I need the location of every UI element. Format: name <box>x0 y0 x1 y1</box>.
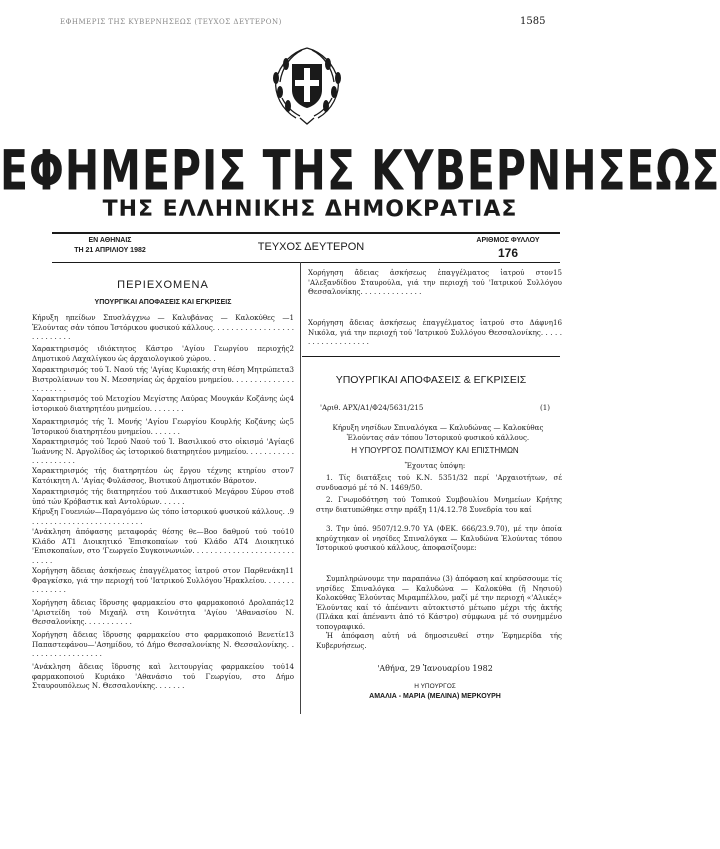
toc-entry: 6 Χαρακτηρισμός τού Ἱερού Ναού τού Ἱ. Βασιλικού στο οἰκισμό 'Αγίας Ἰωάννης Ν. Αργολίδος ὡς ἱστορικού διατηρητέου μνημείου. . . . . . . . . . . . . . . . . . . . . <box>32 437 294 465</box>
minister-heading: Η ΥΠΟΥΡΓΟΣ ΠΟΛΙΤΙΣΜΟΥ ΚΑΙ ΕΠΙΣΤΗΜΩΝ <box>351 446 519 455</box>
toc-entry: 9 Κήρυξη Γουενιών—Παραγόμενο ὡς τόπο ἱστορικού φυσικού κάλλους. . . . . . . . . . . . . . . . . . . . . . . . . . . <box>32 507 294 526</box>
page-number: 1585 <box>520 16 546 27</box>
gazette-subtitle: ΤΗΣ ΕΛΛΗΝΙΚΗΣ ΔΗΜΟΚΡΑΤΙΑΣ <box>102 197 518 222</box>
decision-reference: 'Αριθ. ΑΡΧ/Α1/Φ24/5631/215 (1) <box>320 403 550 412</box>
toc-entry: 13 Χορήγηση ἄδειας ἵδρυσης φαρμακείου στο φαρμακοποιό Βενετίε Παπαστεφάνου—'Ασημίδου, τό Δήμο Θεσσαλονίκης Ν. Θεσσαλονίκης. . . . . . . . . . . . . . . . . . <box>32 630 294 658</box>
issue-place-date <box>52 236 168 256</box>
decision-subject: Κήρυξη νησίδων Σπιναλόγκα — Καλυδώνας — Καλοκύθας Ἐλούντας σάν τόπου Ἱστορικού φυσικού κάλλους. <box>332 423 544 442</box>
contents-heading: ΠΕΡΙΕΧΟΜΕΝΑ <box>117 279 209 291</box>
issue-place: ΕΝ ΑΘΗΝΑΙΣ <box>88 237 132 244</box>
toc-entry: 11 Χορήγηση ἄδειας ἀσκήσεως ἐπαγγέλματος ἰατρού στον Παρθενάκη Φραγκίσκο, γιά την περιοχή τού 'Ιατρικού Συλλόγου Ἡρακλείου. . . . . . . . . . . . . . . <box>32 566 294 594</box>
sheet-number-label: ΑΡΙΘΜΟΣ ΦΥΛΛΟΥ <box>476 237 540 244</box>
toc-entry: 14 'Ανάκληση ἄδειας ἵδρυσης καὶ λειτουργίας φαρμακείου τού φαρμακοποιού Κυριάκο 'Αθανάσιο τού Γεωργίου, στο Δήμο Σταυρουπόλεως Ν. Θεσσαλονίκης. . . . . . . <box>32 662 294 690</box>
signer-title: Η ΥΠΟΥΡΓΟΣ <box>414 683 456 690</box>
issue-series: ΤΕΥΧΟΣ ΔΕΥΤΕΡΟΝ <box>257 241 365 253</box>
toc-entry: 16 Χορήγηση ἄδειας ἀσκήσεως ἐπαγγέλματος ἰατρού στο Δάφνη Νικόλα, γιά την περιοχή τού 'Ιατρικού Συλλόγου Θεσσαλονίκης. . . . . . . . . . . . . . . . . . . <box>308 318 562 346</box>
toc-entry: 1 Κήρυξη ηπείδων Σπυσλάγχνω — Καλυβάνας — Καλοκύθες — Ἐλούντας σἀν τόπου Ἱστόρικου φυσικού κάλλους. . . . . . . . . . . . . . . . . . . . . . . . . . . <box>32 313 294 341</box>
toc-entry: 2 Χαρακτηρισμός ιδιόκτητος Κάστρο 'Αγίου Γεωργίου περιοχής Δημοτικού Λαχαλίγκου ὡς ἀρχαιολογικού χώρου. . <box>32 344 294 363</box>
info-bottom-rule <box>52 262 560 263</box>
clause-2: 2. Γνωμοδότηση τού Τοπικού Συμβουλίου Μνημείων Κρήτης στην διατυπώθηκε στην πράξη 11/4.12.78 Συνεδρία του καί <box>316 495 562 514</box>
toc-entry: 12 Χορήγηση ἄδειας ἵδρυσης φαρμακείου στο φαρμακοποιό Δρολαπάς 'Αριστείδη τού Μιχαήλ στη Κοινότητα 'Αγίου 'Αθανασίου Ν. Θεσσαλονίκης. . . . . . . . . . . <box>32 598 294 626</box>
toc-entry: 7 Χαρακτηρισμός τής διατηρητέου ὡς ἔργου τέχνης κτηρίου στον Κατόικητη Λ. 'Αγίας Φυλάσσος, Βιοτικού Δημοτικόν Βάροτον. <box>32 466 294 485</box>
having-regard: Ἔχοντας ὑπόψη: <box>404 461 466 470</box>
toc-entry: 5 Χαρακτηρισμός τής Ἱ. Μονής 'Αγίου Γεωργίου Κουρλής Κοζάνης ὡς Ἱστορικού διατηρητέου μνημείου. . . . . . . <box>32 417 294 436</box>
contents-subheading: ΥΠΟΥΡΓΙΚΑΙ ΑΠΟΦΑΣΕΙΣ ΚΑΙ ΕΓΚΡΙΣΕΙΣ <box>94 299 232 306</box>
publish-order: Ἡ ἀπόφαση αὐτή νά δημοσιευθεί στην Ἐφημερίδα τής Κυβερνήσεως. <box>316 631 562 650</box>
sheet-number: 176 <box>497 246 519 260</box>
toc-entry: 15 Χορήγηση ἄδειας ἀσκήσεως ἐπαγγέλματος ἰατρού στον 'Αλεξανδίδου Σταυρούλα, γιά την περιοχή τού 'Ιατρικού Συλλόγου Θεσσαλονίκης. . . . . . . . . . . . . . <box>308 268 562 296</box>
toc-entry: 3 Χαρακτηρισμός τού Ἱ. Ναού τής 'Αγίας Κυριακής στη θέση Μητρώπετα Βιστρολίανων του Ν. Μεσσηνίας ὡς ἀρχαίου μνημείου. . . . . . . . . . . . . . . . . . . . . . <box>32 365 294 393</box>
toc-entry: 10 'Ανάκληση ἀπόφασης μεταφοράς θέσης θε—Βοο δαθμού τού τού Κλάδο ΑΤ1 Διοικητικό Ἐπισκοπαίων τού Κλάδο ΑΤ4 Διοικητικό 'Επισκοπαίων, στο 'Γεωργείο Συγκοινωνιών. . . . . . . . . . . . . . . . . . . . . . . . . . . . <box>32 527 294 565</box>
signer-name: ΑΜΑΛΙΑ - ΜΑΡΙΑ (ΜΕΛΙΝΑ) ΜΕΡΚΟΥΡΗ <box>369 693 501 700</box>
clause-3: 3. Την ὑπό. 9507/12.9.70 ΥΑ (ΦΕΚ. 666/23.9.70), μέ την ὁποία κηρύχτηκαν οἱ νησίδες Σπιναλόγκα — Καλυδώνα Ἐλούντας τόπου Ἱστορικού φυσικού κάλλους, ἀποφασίζουμε: <box>316 524 562 552</box>
coat-of-arms-emblem <box>262 38 352 128</box>
decision-body: Συμπληρώνουμε την παραπάνω (3) ἀπόφαση καί κηρύσσουμε τίς νησίδες Σπιναλόγκα — Καλυδώνα — Καλοκύθα (ἤ Νησιού) Κολοκύθας Ἐλούντας Μιραμπέλλου, μαζί μέ την περιοχή «'Αλικές» Ἐλούντας καί τό ἀπέναντι αὐτοκτιστό μέτωπο μέχρι τής ἀκτής (Πλάκα καί ἀπέναντι ἀπό τό Κάστρο) σύμφωνα μέ τό συνημμένο τοπογραφικό. <box>316 574 562 631</box>
toc-entry: 8 Χαρακτηρισμός τής διατηρητέου τού Δικαστικού Μεγάρου Σύρου στο ὑπό τών Κρόβαστικ καὶ Αντολύρων. . . . . . <box>32 487 294 506</box>
section-rule <box>302 356 560 357</box>
running-header: ΕΦΗΜΕΡΙΣ ΤΗΣ ΚΥΒΕΡΝΗΣΕΩΣ (ΤΕΥΧΟΣ ΔΕΥΤΕΡΟΝ) <box>60 18 282 26</box>
toc-entry: 4 Χαρακτηρισμός τού Μετοχίου Μεγίστης Λαύρας Μουγκάν Κοζάνης ὡς ἱστορικού διατηρητέου μνημείου. . . . . . . . <box>32 394 294 413</box>
column-divider <box>300 262 301 714</box>
gazette-title: ΕΦΗΜΕΡΙΣ ΤΗΣ ΚΥΒΕΡΝΗΣΕΩΣ <box>0 138 720 203</box>
issue-date: ΤΗ 21 ΑΠΡΙΛΙΟΥ 1982 <box>74 247 146 254</box>
top-rule <box>52 232 560 234</box>
decisions-heading: ΥΠΟΥΡΓΙΚΑΙ ΑΠΟΦΑΣΕΙΣ & ΕΓΚΡΙΣΕΙΣ <box>335 374 527 386</box>
signed-date: 'Αθήνα, 29 Ἰανουαρίου 1982 <box>377 664 493 673</box>
clause-1: 1. Τίς διατάξεις τού Κ.Ν. 5351/32 περί 'Αρχαιοτήτων, σέ συνδυασμό μέ τό Ν. 1469/50. <box>316 473 562 492</box>
